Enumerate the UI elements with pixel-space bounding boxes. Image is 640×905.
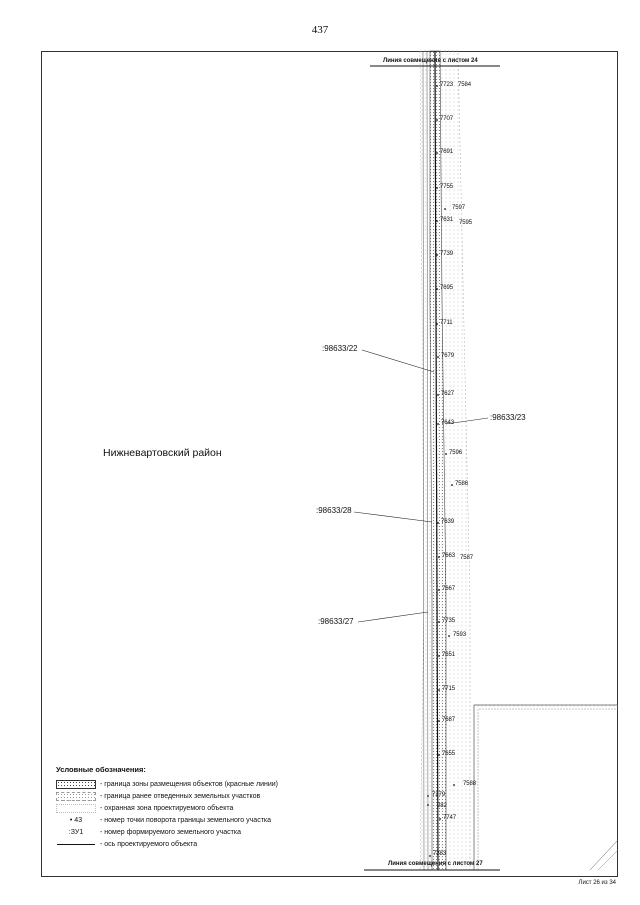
legend-item-label: - номер точки поворота границы земельного участка [100,816,272,824]
district-label: Нижневартовский район [103,447,222,459]
point-label: 7279 [432,792,445,798]
legend-title: Условные обозначения: [56,765,146,774]
point-label: 7643 [441,420,454,426]
parcel-label: :98633/22 [322,344,358,353]
point-label: 7588 [463,781,476,787]
page-number: 437 [311,24,329,36]
join-label-top: Линия совмещения с листом 24 [383,58,478,64]
allocated-parcel [474,705,618,870]
legend-item-label: - номер формируемого земельного участка [100,828,241,836]
join-label-bottom: Линия совмещения с листом 27 [388,861,483,867]
point-label: 7679 [441,353,454,359]
legend-item [56,790,356,802]
point-label: 7586 [455,481,468,487]
legend-item-label: - граница зоны размещения объектов (красные линии) [100,780,279,788]
point-label: 7596 [449,450,462,456]
legend-item-label: - граница ранее отведенных земельных участков [100,792,261,800]
point-label: 7597 [452,205,465,211]
point-label: 7651 [442,652,455,658]
parcel-label: :98633/27 [318,617,354,626]
placement-zone-swatch [56,780,96,789]
allocated-parcel-swatch [56,792,96,801]
point-label: 7655 [442,751,455,757]
point-label: 7739 [440,251,453,257]
legend-item-label: - охранная зона проектируемого объекта [100,804,234,812]
point-label: 7587 [460,555,473,561]
parcel-number-sample: :ЗУ1 [68,828,84,836]
point-label: 7584 [458,82,471,88]
point-label: 7747 [443,815,456,821]
point-label: 7707 [440,116,453,122]
point-label: 7667 [442,586,455,592]
point-label: 282 [437,803,447,809]
point-label: 7595 [459,220,472,226]
legend-item-label: - ось проектируемого объекта [100,840,198,848]
point-label: 7627 [441,391,454,397]
legend [56,765,356,850]
point-label: 7695 [440,285,453,291]
point-label: 7735 [442,618,455,624]
parcel-label: :98633/28 [316,506,352,515]
point-label: 7715 [442,686,455,692]
legend-item [56,778,356,790]
point-label: 7755 [440,184,453,190]
legend-item [56,826,356,838]
legend-item [56,802,356,814]
point-label: 7691 [440,149,453,155]
point-label: 7687 [442,717,455,723]
legend-item [56,838,356,850]
point-label: 7639 [441,519,454,525]
point-label: 7593 [453,632,466,638]
axis-line-swatch [57,844,95,845]
pipeline-corridor [420,51,470,870]
guard-zone-swatch [56,804,96,813]
point-label: 7283 [433,851,446,857]
point-marker-sample: • 43 [69,816,83,824]
leader-28 [354,512,432,522]
sheet-label: Лист 26 из 34 [578,880,616,886]
point-label: 7723 [440,82,453,88]
leader-27 [358,612,428,622]
legend-item [56,814,356,826]
point-label: 7631 [440,217,453,223]
parcel-label: :98633/23 [490,413,526,422]
point-label: 7711 [440,320,453,326]
point-label: 7663 [442,553,455,559]
